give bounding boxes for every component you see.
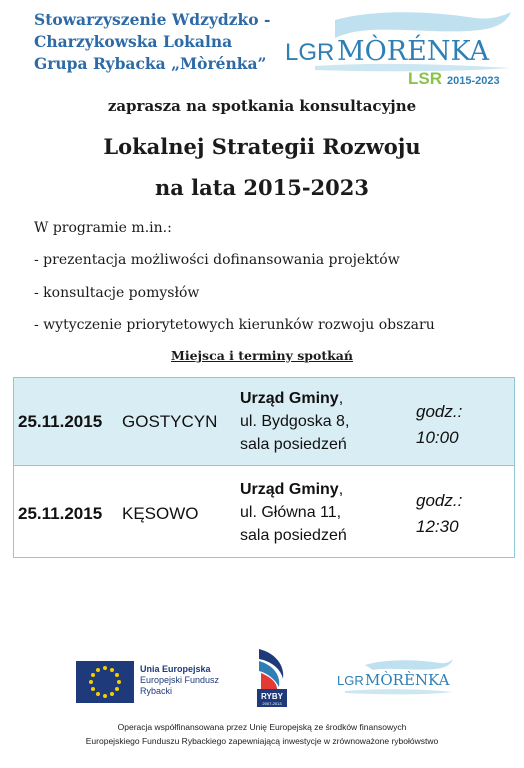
program-item: - wytyczenie priorytetowych kierunków rozwoju obszaru (34, 317, 435, 333)
logo-years: 2015-2023 (447, 75, 500, 87)
logo-prefix: LGR (285, 39, 335, 66)
meeting-time (416, 399, 462, 451)
eu-line-2: Europejski Fundusz (140, 675, 220, 685)
fish-shape-icon (335, 12, 511, 38)
program-heading: W programie m.in.: (34, 220, 172, 236)
wave-icon (345, 689, 453, 694)
meeting-venue (240, 387, 400, 456)
eu-logo-text (140, 664, 219, 697)
program-item: - konsultacje pomysłów (34, 285, 200, 301)
meetings-heading: Miejsca i terminy spotkań (171, 348, 353, 363)
venue-room: sala posiedzeń (240, 436, 347, 453)
venue-room: sala posiedzeń (240, 527, 347, 544)
logo-name: MÒRÈNKA (365, 671, 450, 689)
time-label: godz.: (416, 491, 463, 510)
venue-comma: , (338, 481, 344, 498)
logo-lsr: LSR (408, 69, 442, 88)
meeting-venue (240, 478, 400, 547)
table-row (14, 466, 514, 557)
time-value: 12:30 (416, 517, 459, 536)
meeting-time (416, 488, 462, 540)
meeting-place: GOSTYCYN (122, 412, 218, 431)
meeting-place: KĘSOWO (122, 504, 199, 523)
organization-name (34, 9, 284, 75)
time-value: 10:00 (416, 428, 459, 447)
program-item: - prezentacja możliwości dofinansowania projektów (34, 252, 400, 268)
title-line-1: Lokalnej Strategii Rozwoju (103, 134, 421, 159)
footer-note (0, 720, 524, 748)
table-row (14, 378, 514, 466)
logo-prefix: LGR (337, 673, 364, 688)
lgr-morenka-logo-small (335, 655, 455, 700)
fish-shape-icon (365, 659, 453, 670)
eu-line-3: Rybacki (140, 686, 173, 696)
venue-street: ul. Bydgoska 8, (240, 413, 350, 430)
venue-name: Urząd Gminy (240, 390, 339, 407)
footer-line-2: Europejskiego Funduszu Rybackiego zapewniającą inwestycje w zrównoważone rybołówstwo (85, 736, 439, 746)
ryby-label: RYBY (261, 692, 283, 701)
meeting-date: 25.11.2015 (18, 412, 103, 431)
venue-name: Urząd Gminy (240, 481, 339, 498)
lgr-morenka-lsr-logo (275, 8, 515, 90)
meetings-table (13, 377, 515, 558)
meeting-date: 25.11.2015 (18, 504, 103, 523)
ryby-logo (255, 647, 289, 709)
footer-line-1: Operacja współfinansowana przez Unię Europejską ze środków finansowych (117, 722, 407, 732)
venue-comma: , (338, 390, 344, 407)
eu-line-1: Unia Europejska (140, 664, 211, 674)
venue-street: ul. Główna 11, (240, 504, 342, 521)
org-name-line-1: Stowarzyszenie Wdzydzko - (34, 10, 271, 29)
ryby-years: 2007-2013 (262, 701, 282, 706)
logo-name: MÒRÉNKA (337, 36, 490, 67)
org-name-line-2: Charzykowska Lokalna (34, 32, 233, 51)
invitation-line: zaprasza na spotkania konsultacyjne (107, 97, 417, 115)
title-line-2: na lata 2015-2023 (155, 175, 369, 200)
time-label: godz.: (416, 402, 463, 421)
org-name-line-3: Grupa Rybacka „Mòrénka” (34, 54, 267, 73)
